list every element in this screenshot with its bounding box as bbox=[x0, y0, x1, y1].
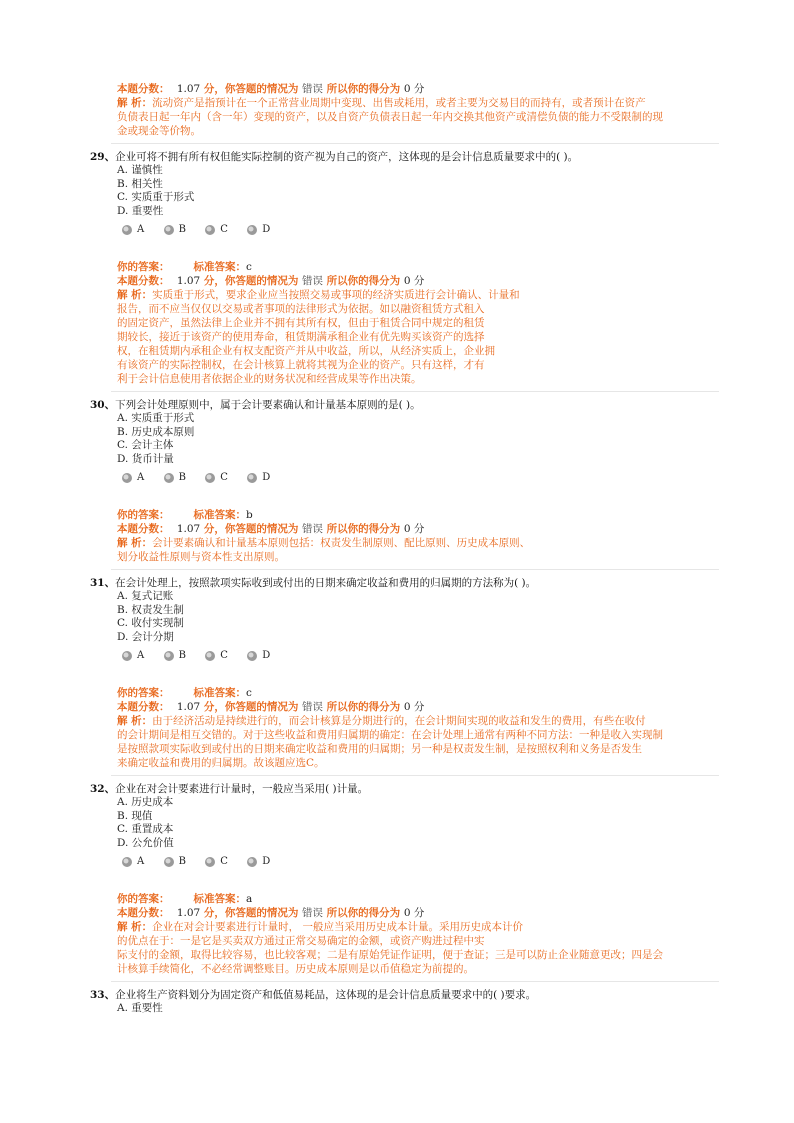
radio-a[interactable] bbox=[121, 856, 133, 868]
radio-label: A bbox=[137, 224, 145, 235]
option-a: A. 重要性 bbox=[117, 1002, 163, 1014]
divider bbox=[111, 981, 719, 982]
option-d: D. 货币计量 bbox=[117, 452, 174, 465]
question-number: 30、 bbox=[90, 399, 116, 411]
answer-radio-group bbox=[121, 646, 719, 666]
option-a: A. 谨慎性 bbox=[117, 164, 163, 176]
radio-d[interactable] bbox=[246, 472, 258, 484]
got-label: 所以你的得分为 bbox=[326, 523, 401, 535]
option-b: B. 现值 bbox=[117, 809, 153, 822]
answer-line bbox=[117, 892, 719, 906]
situation-label: 分，你答题的情况为 bbox=[203, 701, 299, 713]
explain-label: 解 析： bbox=[117, 537, 153, 549]
explain-label: 解 析： bbox=[117, 921, 153, 933]
explain-line: 流动资产是指预计在一个正常营业周期中变现、出售或耗用，或者主要为交易目的而持有，或者预计在资产 bbox=[152, 97, 646, 109]
score-label: 本题分数： bbox=[117, 523, 170, 535]
explain-line: 权，在租赁期内承租企业有权支配资产并从中收益，所以，从经济实质上，企业拥 bbox=[117, 345, 495, 357]
question-text: 企业可将不拥有所有权但能实际控制的资产视为自己的资产，这体现的是会计信息质量要求中的( )。 bbox=[115, 151, 579, 163]
answer-line bbox=[117, 260, 719, 274]
question-text: 企业将生产资料划分为固定资产和低值易耗品，这体现的是会计信息质量要求中的( )要求。 bbox=[115, 989, 537, 1001]
your-answer-label: 你的答案： bbox=[117, 687, 170, 699]
option-a: A. 复式记账 bbox=[117, 590, 174, 602]
answer-radio-group bbox=[121, 852, 719, 872]
exam-review-page bbox=[90, 82, 719, 1016]
divider bbox=[111, 569, 719, 570]
option-d: D. 重要性 bbox=[117, 204, 164, 217]
score-line bbox=[117, 522, 719, 536]
question-number: 33、 bbox=[90, 989, 116, 1001]
radio-a[interactable] bbox=[121, 224, 133, 236]
radio-d[interactable] bbox=[246, 856, 258, 868]
explain-line: 利于会计信息使用者依据企业的财务状况和经营成果等作出决策。 bbox=[117, 373, 422, 385]
explain-line: 金或现金等价物。 bbox=[117, 125, 201, 137]
std-answer-value: b bbox=[246, 509, 253, 521]
question-29-title bbox=[90, 150, 719, 164]
explanation bbox=[117, 536, 719, 564]
answer-radio-group bbox=[121, 468, 719, 488]
explanation bbox=[117, 288, 719, 386]
your-answer-label: 你的答案： bbox=[117, 893, 170, 905]
radio-b[interactable] bbox=[163, 856, 175, 868]
radio-label: C bbox=[220, 856, 228, 867]
radio-label: A bbox=[137, 650, 145, 661]
result-value: 错误 bbox=[302, 275, 324, 287]
got-value: 0 分 bbox=[403, 83, 425, 95]
got-value: 0 分 bbox=[403, 907, 425, 919]
explain-line: 有该资产的实际控制权，在会计核算上就将其视为企业的资产。只有这样，才有 bbox=[117, 359, 485, 371]
radio-label: B bbox=[178, 650, 186, 661]
radio-d[interactable] bbox=[246, 224, 258, 236]
option-a: A. 实质重于形式 bbox=[117, 412, 195, 424]
radio-label: C bbox=[220, 472, 228, 483]
score-value: 1.07 bbox=[176, 523, 201, 535]
std-answer-value: c bbox=[246, 261, 252, 273]
radio-label: B bbox=[178, 856, 186, 867]
explain-line: 报告，而不应当仅仅以交易或者事项的法律形式为依据。如以融资租赁方式租入 bbox=[117, 303, 485, 315]
radio-label: A bbox=[137, 856, 145, 867]
got-label: 所以你的得分为 bbox=[326, 701, 401, 713]
radio-label: C bbox=[220, 224, 228, 235]
score-label: 本题分数： bbox=[117, 275, 170, 287]
option-c: C. 重置成本 bbox=[117, 823, 174, 835]
score-line bbox=[117, 274, 719, 288]
option-d: D. 公允价值 bbox=[117, 836, 174, 849]
std-answer-label: 标准答案： bbox=[193, 509, 246, 521]
divider bbox=[111, 143, 719, 144]
question-32-title bbox=[90, 782, 719, 796]
std-answer-value: c bbox=[246, 687, 252, 699]
radio-a[interactable] bbox=[121, 650, 133, 662]
score-label: 本题分数： bbox=[117, 83, 170, 95]
explain-line: 来确定收益和费用的归属期。故该题应选C。 bbox=[117, 757, 325, 769]
result-value: 错误 bbox=[302, 907, 324, 919]
option-c: C. 会计主体 bbox=[117, 439, 174, 451]
got-label: 所以你的得分为 bbox=[326, 907, 401, 919]
radio-c[interactable] bbox=[204, 650, 216, 662]
explanation bbox=[117, 920, 719, 976]
result-value: 错误 bbox=[302, 523, 324, 535]
explain-line: 期较长，接近于该资产的使用寿命，租赁期满承租企业有优先购买该资产的选择 bbox=[117, 331, 485, 343]
explain-line: 会计要素确认和计量基本原则包括：权责发生制原则、配比原则、历史成本原则、 bbox=[152, 537, 531, 549]
radio-label: D bbox=[262, 650, 271, 661]
explanation bbox=[117, 96, 719, 138]
situation-label: 分，你答题的情况为 bbox=[203, 83, 299, 95]
question-number: 29、 bbox=[90, 151, 116, 163]
radio-b[interactable] bbox=[163, 650, 175, 662]
explain-line: 是按照款项实际收到或付出的日期来确定收益和费用的归属期；另一种是权责发生制，是按照权利和义务是否发生 bbox=[117, 743, 642, 755]
score-label: 本题分数： bbox=[117, 701, 170, 713]
explain-line: 计核算手续简化，不必经常调整账目。历史成本原则是以币值稳定为前提的。 bbox=[117, 963, 474, 975]
explain-line: 实质重于形式，要求企业应当按照交易或事项的经济实质进行会计确认、计量和 bbox=[152, 289, 520, 301]
option-b: B. 历史成本原则 bbox=[117, 425, 195, 438]
score-value: 1.07 bbox=[176, 907, 201, 919]
radio-label: D bbox=[262, 472, 271, 483]
divider bbox=[111, 775, 719, 776]
result-value: 错误 bbox=[302, 701, 324, 713]
got-value: 0 分 bbox=[403, 275, 425, 287]
radio-c[interactable] bbox=[204, 472, 216, 484]
got-label: 所以你的得分为 bbox=[326, 83, 401, 95]
radio-label: B bbox=[178, 472, 186, 483]
std-answer-label: 标准答案： bbox=[193, 687, 246, 699]
std-answer-value: a bbox=[246, 893, 253, 905]
std-answer-label: 标准答案： bbox=[193, 893, 246, 905]
result-value: 错误 bbox=[302, 83, 324, 95]
score-line bbox=[117, 906, 719, 920]
option-c: C. 实质重于形式 bbox=[117, 191, 195, 203]
radio-d[interactable] bbox=[246, 650, 258, 662]
question-text: 企业在对会计要素进行计量时，一般应当采用( )计量。 bbox=[115, 783, 369, 795]
divider bbox=[111, 391, 719, 392]
explain-line: 的优点在于：一是它是买卖双方通过正常交易确定的金额，或资产购进过程中实 bbox=[117, 935, 485, 947]
explain-label: 解 析： bbox=[117, 289, 153, 301]
situation-label: 分，你答题的情况为 bbox=[203, 907, 299, 919]
got-value: 0 分 bbox=[403, 701, 425, 713]
explain-line: 际支付的金额，取得比较容易，也比较客观；二是有原始凭证作证明，便于查证；三是可以防止企业随意更改；四是会 bbox=[117, 949, 663, 961]
score-line bbox=[117, 82, 719, 96]
radio-label: D bbox=[262, 856, 271, 867]
explanation bbox=[117, 714, 719, 770]
explain-label: 解 析： bbox=[117, 97, 153, 109]
situation-label: 分，你答题的情况为 bbox=[203, 275, 299, 287]
radio-label: C bbox=[220, 650, 228, 661]
explain-line: 的会计期间是相互交错的。对于这些收益和费用归属期的确定：在会计处理上通常有两种不同方法：一种是收入实现制 bbox=[117, 729, 663, 741]
score-value: 1.07 bbox=[176, 701, 201, 713]
radio-label: B bbox=[178, 224, 186, 235]
situation-label: 分，你答题的情况为 bbox=[203, 523, 299, 535]
score-value: 1.07 bbox=[176, 275, 201, 287]
answer-radio-group bbox=[121, 220, 719, 240]
question-text: 下列会计处理原则中，属于会计要素确认和计量基本原则的是( )。 bbox=[115, 399, 421, 411]
radio-label: A bbox=[137, 472, 145, 483]
question-number: 32、 bbox=[90, 783, 116, 795]
radio-b[interactable] bbox=[163, 224, 175, 236]
score-value: 1.07 bbox=[176, 83, 201, 95]
radio-c[interactable] bbox=[204, 224, 216, 236]
explain-line: 负债表日起一年内（含一年）变现的资产，以及自资产负债表日起一年内交换其他资产或清偿负债的能力不受限制的现 bbox=[117, 111, 663, 123]
your-answer-label: 你的答案： bbox=[117, 509, 170, 521]
explain-line: 企业在对会计要素进行计量时， 一般应当采用历史成本计量。采用历史成本计价 bbox=[152, 921, 523, 933]
option-c: C. 收付实现制 bbox=[117, 617, 184, 629]
got-label: 所以你的得分为 bbox=[326, 275, 401, 287]
explain-line: 的固定资产，虽然法律上企业并不拥有其所有权，但由于租赁合同中规定的租赁 bbox=[117, 317, 485, 329]
answer-line bbox=[117, 508, 719, 522]
question-text: 在会计处理上，按照款项实际收到或付出的日期来确定收益和费用的归属期的方法称为( )。 bbox=[115, 577, 537, 589]
radio-c[interactable] bbox=[204, 856, 216, 868]
option-b: B. 相关性 bbox=[117, 177, 163, 190]
radio-b[interactable] bbox=[163, 472, 175, 484]
answer-line bbox=[117, 686, 719, 700]
question-31-title bbox=[90, 576, 719, 590]
question-number: 31、 bbox=[90, 577, 116, 589]
question-30-title bbox=[90, 398, 719, 412]
score-label: 本题分数： bbox=[117, 907, 170, 919]
score-line bbox=[117, 700, 719, 714]
option-b: B. 权责发生制 bbox=[117, 603, 184, 616]
option-d: D. 会计分期 bbox=[117, 630, 174, 643]
explain-label: 解 析： bbox=[117, 715, 153, 727]
option-a: A. 历史成本 bbox=[117, 796, 174, 808]
std-answer-label: 标准答案： bbox=[193, 261, 246, 273]
question-33-title bbox=[90, 988, 719, 1002]
radio-label: D bbox=[262, 224, 271, 235]
radio-a[interactable] bbox=[121, 472, 133, 484]
got-value: 0 分 bbox=[403, 523, 425, 535]
explain-line: 划分收益性原则与资本性支出原则。 bbox=[117, 551, 285, 563]
explain-line: 由于经济活动是持续进行的，而会计核算是分期进行的，在会计期间实现的收益和发生的费用，有些在收付 bbox=[152, 715, 646, 727]
your-answer-label: 你的答案： bbox=[117, 261, 170, 273]
